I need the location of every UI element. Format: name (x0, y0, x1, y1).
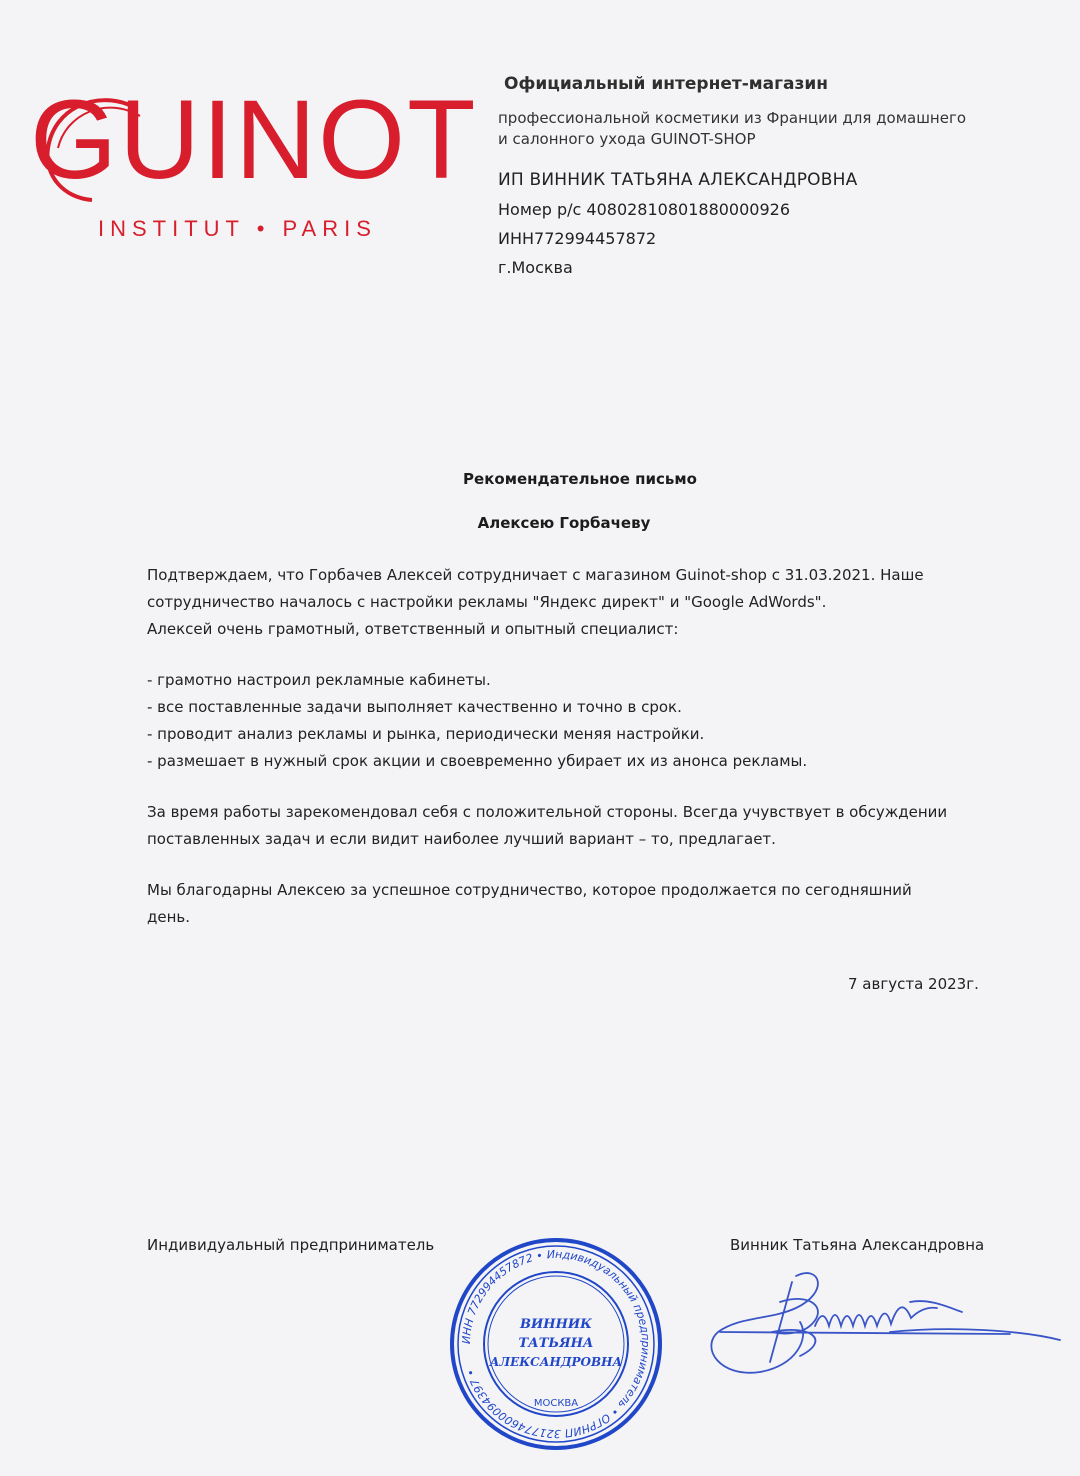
logo-brand: GUINOT (30, 77, 478, 202)
intro-line1: Подтверждаем, что Горбачев Алексей сотрудничает с магазином Guinot-shop с 31.03.2021. Наше (147, 566, 924, 584)
signer-name: Винник Татьяна Александровна (730, 1236, 985, 1254)
company-city: г.Москва (498, 258, 573, 277)
handwritten-signature (700, 1262, 1070, 1392)
stamp-line2: ТАТЬЯНА (518, 1336, 594, 1351)
para3-line1: Мы благодарны Алексею за успешное сотрудничество, которое продолжается по сегодняшний (147, 881, 912, 899)
official-stamp (448, 1236, 664, 1452)
company-name: ИП ВИННИК ТАТЬЯНА АЛЕКСАНДРОВНА (498, 170, 858, 190)
letter-title: Рекомендательное письмо (463, 470, 697, 488)
para3-line2: день. (147, 908, 191, 926)
bullet-item: - все поставленные задачи выполняет качественно и точно в срок. (147, 698, 682, 716)
stamp-line1: ВИННИК (520, 1317, 592, 1332)
bullet-item: - грамотно настроил рекламные кабинеты. (147, 671, 491, 689)
header-description-line1: профессиональной косметики из Франции для домашнего (498, 109, 967, 127)
guinot-logo (30, 77, 490, 250)
para2-line2: поставленных задач и если видит наиболее лучший вариант – то, предлагает. (147, 830, 776, 848)
letter-date: 7 августа 2023г. (848, 975, 979, 993)
para2-line1: За время работы зарекомендовал себя с положительной стороны. Всегда учувствует в обсуждении (147, 803, 948, 821)
signer-title: Индивидуальный предприниматель (147, 1236, 435, 1254)
header-description-line2: и салонного ухода GUINOT-SHOP (498, 130, 756, 148)
stamp-city: МОСКВА (533, 1398, 579, 1409)
letter-recipient: Алексею Горбачеву (477, 514, 651, 532)
letter-body (147, 562, 1047, 931)
logo-subtitle: INSTITUT • PARIS (98, 216, 377, 241)
intro-line2: сотрудничество началось с настройки рекламы "Яндекс директ" и "Google AdWords". (147, 593, 827, 611)
header-description (498, 108, 1058, 150)
stamp-line3: АЛЕКСАНДРОВНА (489, 1355, 623, 1369)
bank-account: Номер р/с 40802810801880000926 (498, 200, 790, 219)
header-title: Официальный интернет-магазин (504, 74, 829, 94)
bullet-item: - размешает в нужный срок акции и своевременно убирает их из анонса рекламы. (147, 752, 808, 770)
company-header (498, 74, 1058, 282)
stamp-ring-textpath: ИНН 772994457872 • Индивидуальный предприниматель • ОГРНИП 321774600094397 • (459, 1247, 653, 1441)
company-inn: ИНН772994457872 (498, 229, 657, 248)
bullet-item: - проводит анализ рекламы и рынка, периодически меняя настройки. (147, 725, 705, 743)
intro-line3: Алексей очень грамотный, ответственный и опытный специалист: (147, 620, 679, 638)
